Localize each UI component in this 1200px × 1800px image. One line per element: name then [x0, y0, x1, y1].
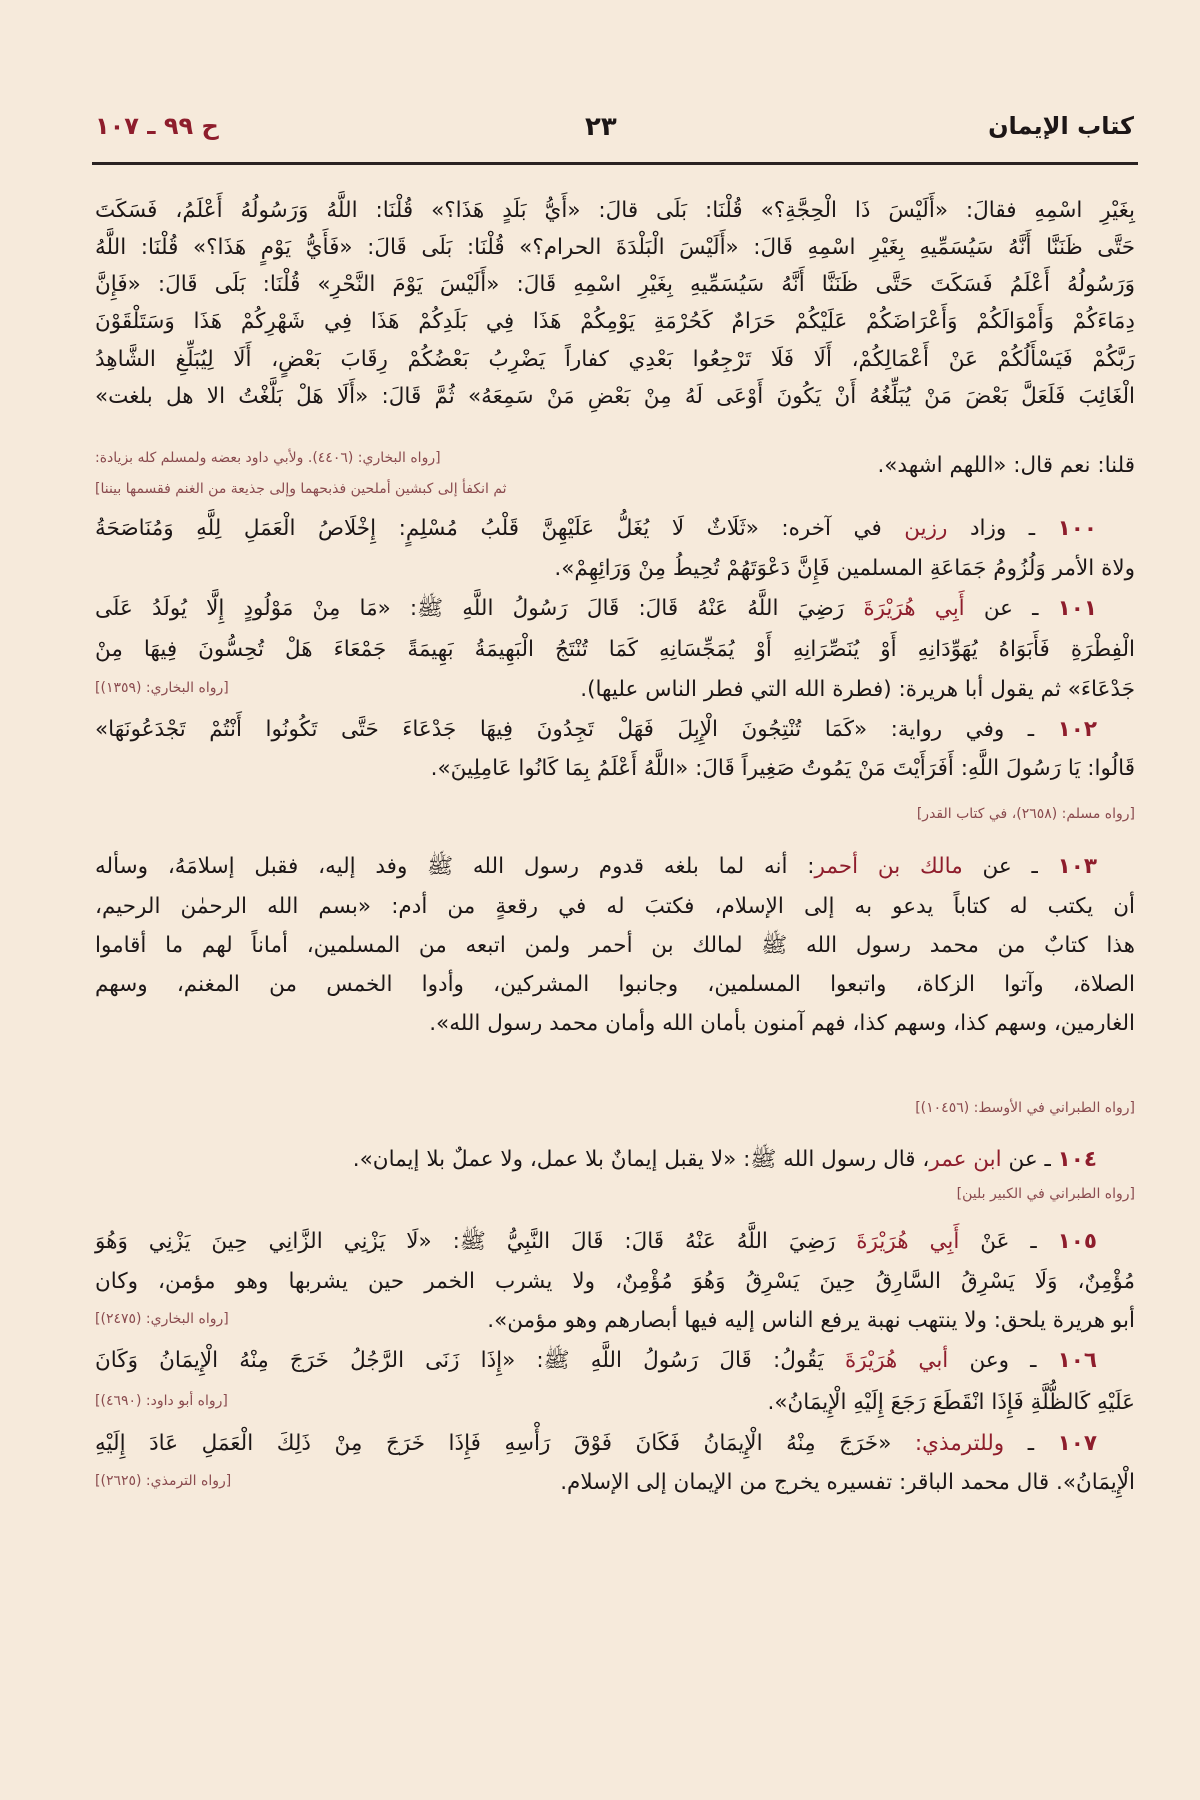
reference: [رواه البخاري: (٤٤٠٦). ولأبي داود بعضه ولمسلم كله بزيادة:	[95, 450, 441, 466]
hadith-number: ١٠٦	[1057, 1348, 1098, 1373]
text-line	[95, 711, 1135, 749]
reference: [رواه البخاري: (١٣٥٩)]	[95, 680, 229, 696]
reference: [رواه الطبراني في الأوسط: (١٠٤٥٦)]	[915, 1100, 1135, 1116]
text-line: ولاة الأمر وَلُزُومُ جَمَاعَةِ المسلمين فَإِنَّ دَعْوَتَهُمْ تُحِيطُ مِنْ وَرَائِهِمْ».	[554, 556, 1135, 581]
text-line: هذا كتابٌ من محمد رسول الله ﷺ لمالك بن أحمر ولمن اتبعه من المسلمين، أماناً لهم ما أقاموا	[95, 933, 1135, 958]
text-line	[95, 848, 1135, 886]
text: «كَمَا تُنْتِجُونَ الْإِبِلَ فَهَلْ تَجِدُونَ فِيهَا جَدْعَاءَ حَتَّى تَكُونُوا أَنْتُمْ تَجْدَعُونَهَا»	[95, 717, 868, 742]
text-line: الْفِطْرَةِ فَأَبَوَاهُ يُهَوِّدَانِهِ أَوْ يُنَصِّرَانِهِ أَوْ يُمَجِّسَانِهِ كَمَا تُنْتَجُ الْبَهِيمَةُ بَهِيمَةً جَمْعَاءَ هَلْ تُحِسُّونَ فِيهَا مِنْ	[95, 637, 1135, 662]
text-line	[95, 1342, 1135, 1380]
reference: [رواه مسلم: (٢٦٥٨)، في كتاب القدر]	[916, 806, 1135, 822]
narrator-name: مالك بن أحمر	[814, 854, 963, 879]
text: ـ عن	[983, 596, 1039, 621]
hadith-number: ١٠٥	[1057, 1229, 1097, 1254]
header-rule	[92, 162, 1138, 165]
hadith-number: ١٠٠	[1057, 516, 1097, 541]
text: ـ وعن	[969, 1348, 1037, 1373]
text: يَقُولُ: قَالَ رَسُولُ اللَّهِ ﷺ: «إِذَا زَنَى الرَّجُلُ خَرَجَ مِنْهُ الْإِيمَانُ وَكَانَ	[95, 1348, 824, 1373]
text-line	[95, 510, 1135, 548]
hadith-number: ١٠٤	[1057, 1147, 1097, 1172]
text-line	[95, 1141, 1135, 1179]
text: رَضِيَ اللَّهُ عَنْهُ قَالَ: قَالَ رَسُولُ اللَّهِ ﷺ: «مَا مِنْ مَوْلُودٍ إِلَّا يُولَدُ عَلَى	[95, 596, 845, 621]
text: ـ	[1027, 1431, 1035, 1456]
text: ـ عن	[982, 854, 1038, 879]
text: ـ وفي رواية:	[890, 717, 1035, 742]
text-line: الصلاة، وآتوا الزكاة، واتبعوا المسلمين، وجانبوا المشركين، وأدوا الخمس من المغنم، وسهم	[95, 972, 1135, 997]
text: ـ عن	[1008, 1147, 1051, 1172]
text: ، قال رسول الله ﷺ: «لا يقبل إيمانٌ بلا عمل، ولا عملٌ بلا إيمان».	[352, 1147, 930, 1172]
text-line: الْغَائِبَ فَلَعَلَّ بَعْضَ مَنْ يُبَلِّغُهُ أَنْ يَكُونَ أَوْعَى لَهُ مِنْ بَعْضِ مَنْ سَمِعَهُ» ثُمَّ قَالَ: «أَلَا هَلْ بَلَّغْتُ الا هل بلغت»	[95, 384, 1135, 409]
narrator-name: أَبِي هُرَيْرَةَ	[856, 1229, 960, 1254]
text-line: أبو هريرة يلحق: ولا ينتهب نهبة يرفع الناس إليه فيها أبصارهم وهو مؤمن».	[487, 1308, 1135, 1333]
hadith-number: ١٠٧	[1057, 1431, 1097, 1456]
narrator-name: رزين	[904, 516, 948, 541]
book-title: كتاب الإيمان	[988, 112, 1134, 140]
page-number: ٢٣	[585, 112, 617, 142]
text-line: دِمَاءَكُمْ وَأَمْوَالَكُمْ وَأَعْرَاضَكُمْ عَلَيْكُمْ حَرَامٌ كَحُرْمَةِ يَوْمِكُمْ هَذَا فِي بَلَدِكُمْ هَذَا فِي شَهْرِكُمْ هَذَا وَسَتَلْقَوْنَ	[95, 309, 1135, 334]
text-line: حَتَّى ظَنَنَّا أَنَّهُ سَيُسَمِّيهِ بِغَيْرِ اسْمِهِ قَالَ: «أَلَيْسَ الْبَلْدَةَ الحرام؟» قُلْنَا: بَلَى قَالَ: «فَأَيُّ يَوْمٍ هَذَا؟» قُلْنَا: اللَّهُ	[95, 235, 1135, 260]
source-name: وللترمذي:	[914, 1431, 1005, 1456]
text: «خَرَجَ مِنْهُ الْإِيمَانُ فَكَانَ فَوْقَ رَأْسِهِ فَإِذَا خَرَجَ مِنْ ذَلِكَ الْعَمَلِ عَادَ إِلَيْهِ	[95, 1431, 892, 1456]
text: : أنه لما بلغه قدوم رسول الله ﷺ وفد إليه، فقبل إسلامَهُ، وسأله	[95, 854, 815, 879]
reference: [رواه الترمذي: (٢٦٢٥)]	[95, 1473, 232, 1489]
narrator-name: أبي هُرَيْرَةَ	[844, 1348, 949, 1373]
reference: [رواه الطبراني في الكبير بلين]	[956, 1186, 1135, 1202]
hadith-number: ١٠٢	[1057, 717, 1097, 742]
hadith-range: ح ٩٩ ـ ١٠٧	[95, 112, 219, 140]
reference: [رواه البخاري: (٢٤٧٥)]	[95, 1311, 229, 1327]
narrator-name: ابن عمر	[929, 1147, 1002, 1172]
text-line: أن يكتب له كتاباً يدعو به إلى الإسلام، فكتبَ له في رقعةٍ من أدم: «بسم الله الرحمٰن الرحيم،	[95, 894, 1135, 919]
text-line: وَرَسُولُهُ أَعْلَمُ فَسَكَتَ حَتَّى ظَنَنَّا أَنَّهُ سَيُسَمِّيهِ بِغَيْرِ اسْمِهِ قَالَ: «أَلَيْسَ يَوْمَ النَّحْرِ» قُلْنَا: بَلَى قَالَ: «فَإِنَّ	[95, 272, 1135, 297]
text: في آخره: «ثَلَاثٌ لَا يُغَلُّ عَلَيْهِنَّ قَلْبُ مُسْلِمٍ: إِخْلَاصُ الْعَمَلِ لِلَّهِ وَمُنَاصَحَةُ	[95, 516, 882, 541]
text-line: الْإِيمَانُ». قال محمد الباقر: تفسيره يخرج من الإيمان إلى الإسلام.	[560, 1470, 1135, 1495]
text: ـ وزاد	[969, 516, 1036, 541]
text-line	[95, 1425, 1135, 1463]
text-line: بِغَيْرِ اسْمِهِ فقالَ: «أَلَيْسَ ذَا الْحِجَّةِ؟» قُلْنَا: بَلَى قالَ: «أَيُّ بَلَدٍ هَذَا؟» قُلْنَا: اللَّهُ وَرَسُولُهُ أَعْلَمُ، فَسَكَتَ	[95, 198, 1135, 223]
reference: [رواه أبو داود: (٤٦٩٠)]	[95, 1393, 228, 1409]
text-line	[95, 1223, 1135, 1261]
text-line: قلنا: نعم قال: «اللهم اشهد».	[877, 453, 1135, 478]
text-line: مُؤْمِنٌ، وَلَا يَسْرِقُ السَّارِقُ حِينَ يَسْرِقُ وَهُوَ مُؤْمِنٌ، ولا يشرب الخمر حين يشربها وهو مؤمن، وكان	[95, 1269, 1135, 1294]
text: رَضِيَ اللَّهُ عَنْهُ قَالَ: قَالَ النَّبِيُّ ﷺ: «لَا يَزْنِي الزَّانِي حِينَ يَزْنِي وَهُوَ	[95, 1229, 836, 1254]
text-line: عَلَيْهِ كَالظُّلَّةِ فَإِذَا انْقَطَعَ رَجَعَ إِلَيْهِ الْإِيمَانُ».	[767, 1390, 1135, 1415]
text-line: رَبَّكُمْ فَيَسْأَلُكُمْ عَنْ أَعْمَالِكُمْ، أَلَا فَلَا تَرْجِعُوا بَعْدِي كفاراً يَضْرِبُ بَعْضُكُمْ رِقَابَ بَعْضٍ، أَلَا لِيُبَلِّغِ الشَّاهِدُ	[95, 347, 1135, 372]
hadith-number: ١٠١	[1057, 596, 1097, 621]
narrator-name: أَبِي هُرَيْرَةَ	[863, 596, 965, 621]
reference: ثم انكفأ إلى كبشين أملحين فذبحهما وإلى جذيعة من الغنم فقسمها بيننا]	[95, 481, 507, 497]
text-line: قَالُوا: يَا رَسُولَ اللَّهِ: أَفَرَأَيْتَ مَنْ يَمُوتُ صَغِيراً قَالَ: «اللَّهُ أَعْلَمُ بِمَا كَانُوا عَامِلِينَ».	[430, 756, 1135, 781]
hadith-number: ١٠٣	[1057, 854, 1097, 879]
text-line	[95, 590, 1135, 628]
text-line: جَدْعَاءَ» ثم يقول أبا هريرة: (فطرة الله التي فطر الناس عليها).	[580, 677, 1135, 702]
text-line: الغارمين، وسهم كذا، وسهم كذا، فهم آمنون بأمان الله وأمان محمد رسول الله».	[429, 1011, 1135, 1036]
text: ـ عَنْ	[980, 1229, 1037, 1254]
